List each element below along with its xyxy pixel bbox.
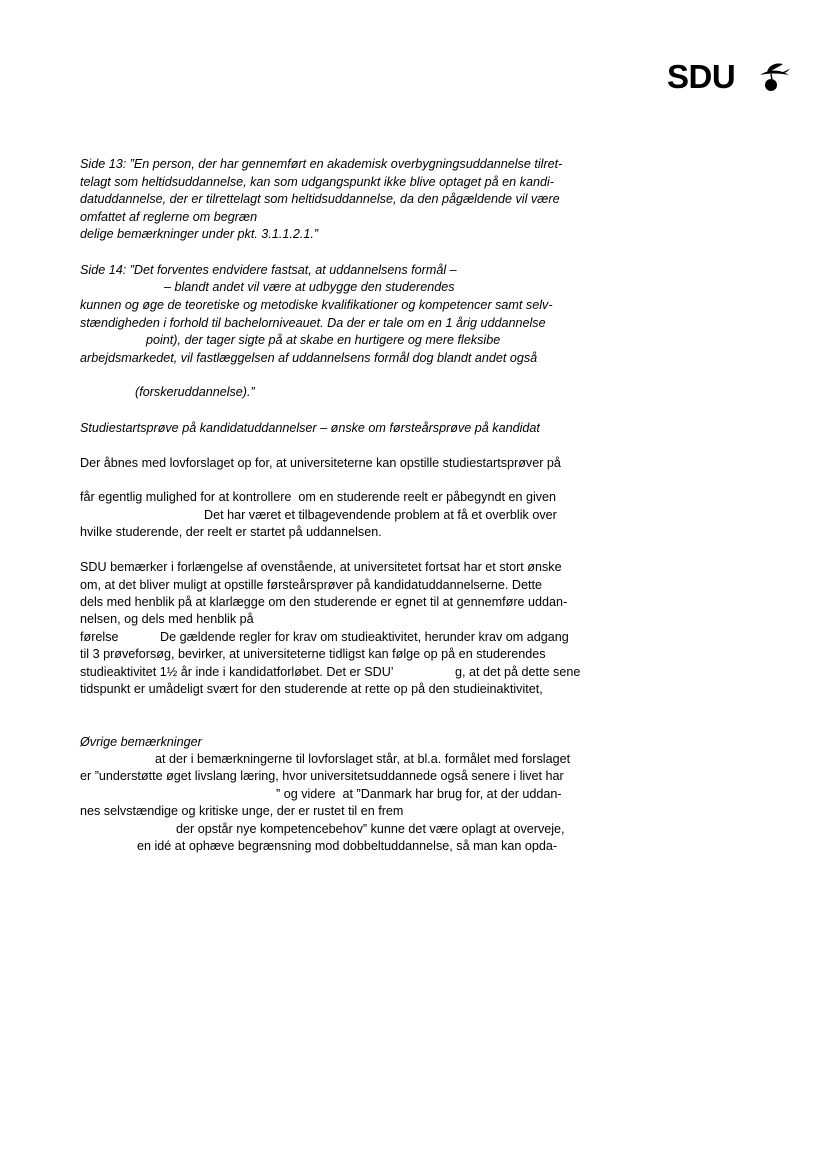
logo-text: SDU [667, 58, 736, 95]
text-line: en idé at ophæve begrænsning mod dobbeltuddannelse, så man kan opda- [137, 839, 558, 853]
text-line: hvilke studerende, der reelt er startet på uddannelsen. [80, 525, 382, 539]
text-line: om, at det bliver muligt at opstille førsteårsprøver på kandidatuddannelserne. Dette [80, 578, 543, 592]
text-line: til 3 prøveforsøg, bevirker, at universiteterne tidligst kan følge op på en studerendes [80, 647, 546, 661]
text-line: der opstår nye kompetencebehov” kunne det være oplagt at overveje, [176, 822, 565, 836]
text-line: tidspunkt er umådeligt svært for den studerende at rette op på den studieinaktivitet, [80, 682, 543, 696]
text-line: Det har været et tilbagevendende problem at få et overblik over [204, 508, 557, 522]
text-line: ” og videre at ”Danmark har brug for, at der uddan- [276, 787, 562, 801]
text-line: arbejdsmarkedet, vil fastlæggelsen af uddannelsens formål dog blandt andet også [80, 351, 538, 365]
text-line: Side 13: ”En person, der har gennemført en akademisk overbygningsuddannelse tilret- [80, 157, 563, 171]
text-line: kunnen og øge de teoretiske og metodiske kvalifikationer og kompetencer samt selv- [80, 298, 553, 312]
text-line: Side 14: ”Det forventes endvidere fastsat, at uddannelsens formål – [80, 263, 457, 277]
text-line: delige bemærkninger under pkt. 3.1.1.2.1.” [80, 227, 319, 241]
text-line: førelse [80, 630, 119, 644]
text-line: omfattet af reglerne om begræn [80, 210, 258, 224]
sdu-logo [667, 58, 791, 96]
text-line: – blandt andet vil være at udbygge den studerendes [164, 280, 455, 294]
text-line: får egentlig mulighed for at kontrollere om en studerende reelt er påbegyndt en given [80, 490, 557, 504]
text-line: Der åbnes med lovforslaget op for, at universiteterne kan opstille studiestartsprøver på [80, 456, 561, 470]
text-line: point), der tager sigte på at skabe en hurtigere og mere fleksibe [146, 333, 501, 347]
text-line: nes selvstændige og kritiske unge, der er rustet til en frem [80, 804, 404, 818]
text-line: Studiestartsprøve på kandidatuddannelser – ønske om førsteårsprøve på kandidat [80, 421, 540, 435]
text-line: De gældende regler for krav om studieaktivitet, herunder krav om adgang [160, 630, 569, 644]
text-line: nelsen, og dels med henblik på [80, 612, 254, 626]
text-line: g, at det på dette sene [455, 665, 581, 679]
text-line: telagt som heltidsuddannelse, kan som udgangspunkt ikke blive optaget på en kandi- [80, 175, 554, 189]
text-line: stændigheden i forhold til bachelorniveauet. Da der er tale om en 1 årig uddannelse [80, 316, 546, 330]
text-line: dels med henblik på at klarlægge om den studerende er egnet til at gennemføre uddan- [80, 595, 568, 609]
text-line: Øvrige bemærkninger [80, 735, 202, 749]
text-line: (forskeruddannelse).” [135, 385, 255, 399]
text-line: studieaktivitet 1½ år inde i kandidatforløbet. Det er SDU’ [80, 665, 394, 679]
text-line: datuddannelse, der er tilrettelagt som heltidsuddannelse, da den pågældende vil være [80, 192, 560, 206]
text-line: SDU bemærker i forlængelse af ovenstående, at universitetet fortsat har et stort ønske [80, 560, 562, 574]
text-line: er ”understøtte øget livslang læring, hvor universitetsuddannede også senere i livet har [80, 769, 564, 783]
text-line: at der i bemærkningerne til lovforslaget står, at bl.a. formålet med forslaget [155, 752, 571, 766]
sdu-leaf-icon [757, 60, 791, 94]
